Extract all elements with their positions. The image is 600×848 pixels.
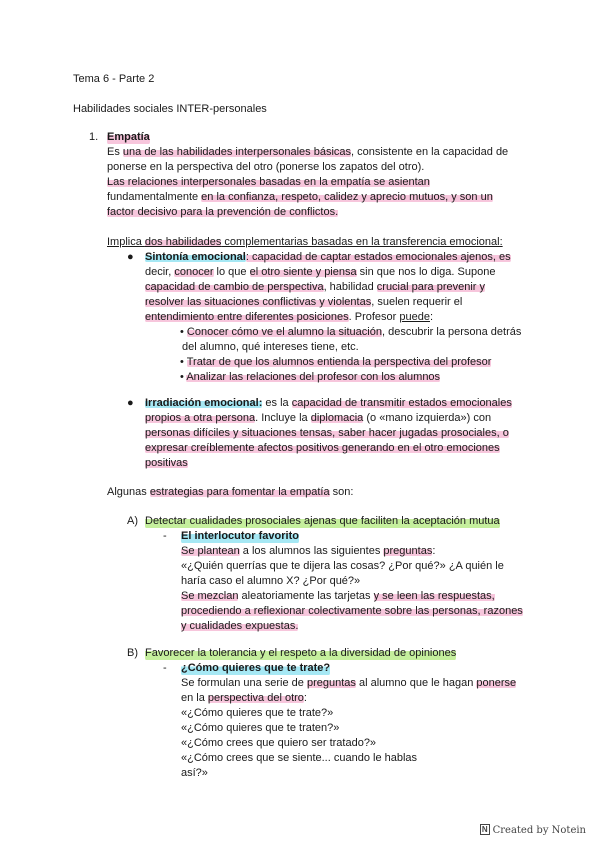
text-run: en la [181, 692, 208, 704]
highlighted-run: preguntas [383, 545, 433, 557]
highlighted-run: factor decisivo para la prevención de conflictos. [107, 206, 339, 218]
text-run: decir, [145, 266, 175, 278]
notein-footer [480, 823, 586, 838]
highlighted-run: una de las habilidades interpersonales básicas [122, 146, 352, 158]
highlighted-run: resolver las situaciones conflictivas y violentas [145, 296, 372, 308]
highlighted-run: Se plantean [181, 545, 240, 557]
sub-bullet-line [180, 325, 521, 340]
bullet-title: Sintonía emocional [145, 251, 246, 263]
highlighted-run: preguntas [306, 677, 356, 689]
paragraph-line [107, 205, 338, 220]
bullet-line [145, 411, 491, 426]
text-run: es la [262, 397, 292, 409]
sub-bullet-dot-icon: • [180, 326, 187, 338]
highlighted-run: y cualidades expuestas. [181, 620, 299, 632]
text-run: Implica [107, 236, 145, 248]
highlighted-run: capacidad de cambio de perspectiva [145, 281, 324, 293]
highlighted-run: el otro siente y piensa [249, 266, 357, 278]
text-run: . Incluye la [255, 412, 311, 424]
text-run: (o «mano izquierda») con [363, 412, 492, 424]
highlighted-run: Conocer cómo ve el alumno la situación [186, 326, 382, 338]
strategy-line [181, 589, 495, 604]
sub-bullet-line [180, 370, 440, 385]
text-run: al alumno que le hagan [355, 677, 477, 689]
strategy-line: «¿Cómo quieres que te traten?» [181, 722, 340, 734]
highlighted-run: positivas [145, 457, 188, 469]
highlighted-run: Analizar las relaciones del profesor con los alumnos [186, 371, 441, 383]
paragraph-line [107, 145, 508, 160]
highlighted-run: propios a otra persona [145, 412, 256, 424]
strategy-line [181, 604, 523, 619]
highlighted-run: expresar creíblemente afectos positivos generando en el otro emociones [145, 442, 500, 454]
text-run: fundamentalmente [107, 191, 202, 203]
strategies-line [107, 485, 353, 500]
text-run: , consistente en la capacidad de [351, 146, 509, 158]
highlighted-run: dos habilidades [144, 236, 222, 248]
text-run: , descubrir la persona detrás [381, 326, 522, 338]
text-run: Es [107, 146, 123, 158]
strategy-line [181, 676, 516, 691]
section-number: 1. [89, 131, 99, 143]
text-run: aleatoriamente las tarjetas [238, 590, 374, 602]
strategy-line: haría caso el alumno X? ¿Por qué?» [181, 575, 361, 587]
text-run: Se formulan una serie de [181, 677, 307, 689]
sub-bullet-line [180, 355, 491, 370]
text-run: sin que nos lo diga. Supone [356, 266, 496, 278]
strategy-line [181, 619, 298, 634]
strategy-label: B) [127, 647, 138, 659]
bullet-line [145, 280, 485, 295]
strategy-subtitle: El interlocutor favorito [181, 530, 299, 542]
strategy-line: en la perspectiva del otro: [181, 692, 307, 704]
highlighted-run: Las relaciones interpersonales basadas en la empatía se asientan [107, 176, 430, 188]
sub-bullet-dot-icon: • [180, 371, 187, 383]
paragraph-line [107, 175, 430, 190]
highlighted-run: Se mezclan [181, 590, 239, 602]
bullet-dot-icon: ● [127, 251, 134, 263]
highlighted-run: diplomacia [310, 412, 364, 424]
dash-marker: - [163, 530, 167, 542]
highlighted-run: procediendo a reflexionar colectivamente sobre las personas, razones [181, 605, 523, 617]
strategy-line: «¿Cómo crees que quiero ser tratado?» [181, 737, 377, 749]
highlighted-run: conocer [174, 266, 214, 278]
highlighted-run: Tratar de que los alumnos entienda la perspectiva del profesor [186, 356, 492, 368]
bullet-line [145, 265, 495, 280]
notein-logo-icon: N [481, 825, 488, 834]
text-run: complementarias basadas en la transferencia emocional: [221, 236, 503, 248]
text-run: , habilidad [323, 281, 377, 293]
bullet-line: entendimiento entre diferentes posiciones. Profesor puede: [145, 311, 434, 323]
paragraph-line [107, 190, 493, 205]
topic-heading: Tema 6 - Parte 2 [73, 73, 155, 85]
bullet-dot-icon: ● [127, 397, 134, 409]
strategy-title: Favorecer la tolerancia y el respeto a la diversidad de opiniones [145, 647, 457, 659]
strategy-label: A) [127, 515, 138, 527]
text-run: Algunas [107, 486, 150, 498]
strategy-line: «¿Cómo quieres que te trate?» [181, 707, 334, 719]
highlighted-run: personas difíciles y situaciones tensas, saber hacer jugadas prosociales, o [145, 427, 509, 439]
sub-bullet-dot-icon: • [180, 356, 187, 368]
text-run: lo que [213, 266, 250, 278]
strategy-line: así?» [181, 767, 208, 779]
bullet-line [145, 396, 512, 411]
highlighted-run: capacidad de transmitir estados emocionales [291, 397, 512, 409]
bullet-line [145, 456, 188, 471]
bullet-line [145, 441, 500, 456]
highlighted-run: y se leen las respuestas, [373, 590, 495, 602]
text-run: , suelen requerir el [371, 296, 463, 308]
text-run: puede [399, 311, 430, 323]
highlighted-run: perspectiva del otro [207, 692, 304, 704]
bullet-title: Irradiación emocional: [145, 397, 263, 409]
dash-marker: - [163, 662, 167, 674]
sub-bullet-line: del alumno, qué intereses tiene, etc. [182, 341, 359, 353]
text-run: a los alumnos las siguientes [239, 545, 384, 557]
highlighted-run: ponerse [476, 677, 517, 689]
implica-line [107, 235, 503, 250]
highlighted-run: crucial para prevenir y [376, 281, 485, 293]
paragraph-line: ponerse en la perspectiva del otro (ponerse los zapatos del otro). [107, 161, 425, 173]
bullet-line [145, 426, 509, 441]
strategy-line: «¿Quién querrías que te dijera las cosas? ¿Por qué?» ¿A quién le [181, 560, 504, 572]
bullet-line [145, 295, 462, 310]
text-run: son: [329, 486, 354, 498]
highlighted-run: en la confianza, respeto, calidez y aprecio mutuos, y son un [201, 191, 493, 203]
subtitle-heading: Habilidades sociales INTER-personales [73, 103, 267, 115]
section-title: Empatía [107, 131, 150, 143]
strategy-line: Se plantean a los alumnos las siguientes preguntas: [181, 545, 436, 557]
footer-text: Created by Notein [492, 825, 586, 836]
bullet-line [145, 250, 511, 265]
highlighted-run: : capacidad de captar estados emocionales ajenos, es [245, 251, 511, 263]
strategy-subtitle: ¿Cómo quieres que te trate? [181, 662, 331, 674]
strategy-line: «¿Cómo crees que se siente... cuando le hablas [181, 752, 418, 764]
text-run: . Profesor [348, 311, 400, 323]
highlighted-run: entendimiento entre diferentes posiciones [145, 311, 349, 323]
highlighted-run: estrategias para fomentar la empatía [149, 486, 330, 498]
strategy-title: Detectar cualidades prosociales ajenas que faciliten la aceptación mutua [145, 515, 500, 527]
